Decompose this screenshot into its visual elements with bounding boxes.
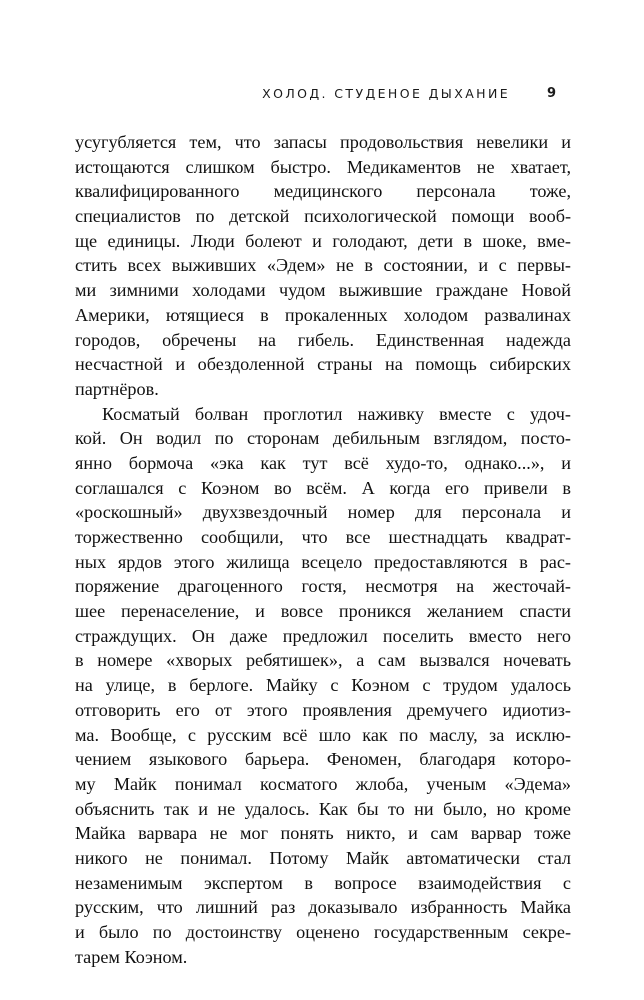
running-header: [0, 86, 644, 108]
text-line: янно бормоча «эка как тут всё худо-то, однако...», и: [75, 452, 571, 473]
text-line: городов, обречены на гибель. Единственная надежда: [75, 329, 571, 350]
page-number: 9: [546, 86, 556, 101]
text-line: Майка варвара не мог понять никто, и сам варвар тоже: [75, 823, 571, 844]
text-line: торжественно сообщили, что все шестнадцать квадрат-: [75, 527, 571, 547]
text-line: русским, что лишний раз доказывало избранность Майка: [75, 897, 571, 918]
text-line: чением языкового барьера. Феномен, благодаря которо-: [75, 749, 571, 770]
text-line: несчастной и обездоленной страны на помощь сибирских: [75, 354, 571, 375]
text-line: никого не понимал. Потому Майк автоматически стал: [75, 847, 571, 868]
text-line: ми зимними холодами чудом выжившие граждане Новой: [75, 280, 571, 301]
text-line: соглашался с Коэном во всём. А когда его привели в: [75, 477, 571, 498]
paragraph-1: [75, 130, 571, 402]
text-line: истощаются слишком быстро. Медикаментов не хватает,: [75, 156, 571, 177]
text-line: незаменимым экспертом в вопросе взаимодействия с: [75, 872, 571, 893]
paragraph-2: [75, 402, 571, 970]
text-line: Косматый болван проглотил наживку вместе с удоч-: [102, 403, 571, 424]
text-line: отговорить его от этого проявления дремучего идиотиз-: [75, 699, 571, 720]
text-line: партнёров.: [75, 378, 159, 399]
text-line: Америки, ютящиеся в прокаленных холодом развалинах: [75, 304, 571, 325]
running-title: ХОЛОД. СТУДЕНОЕ ДЫХАНИЕ: [262, 86, 510, 101]
text-line: на улице, в берлоге. Майку с Коэном с трудом удалось: [75, 675, 571, 696]
text-line: квалифицированного медицинского персонала тоже,: [75, 181, 571, 202]
text-line: в номере «хворых ребятишек», а сам вызвался ночевать: [75, 650, 571, 671]
text-line: и было по достоинству оценено государственным секре-: [75, 922, 571, 942]
body-text: [75, 130, 571, 969]
text-line: ных ярдов этого жилища всецело предоставляются в рас-: [75, 551, 571, 572]
text-line: стить всех выживших «Эдем» не в состоянии, и с первы-: [75, 255, 571, 276]
text-line: ще единицы. Люди болеют и голодают, дети в шоке, вме-: [75, 230, 571, 251]
text-line: специалистов по детской психологической помощи вооб-: [75, 206, 571, 227]
text-line: «роскошный» двухзвездочный номер для персонала и: [75, 502, 571, 523]
text-line: шее перенаселение, и вовсе проникся желанием спасти: [75, 601, 571, 622]
text-line: объяснить так и не удалось. Как бы то ни было, но кроме: [75, 798, 571, 819]
text-line: страждущих. Он даже предложил поселить вместо него: [75, 625, 571, 646]
text-line: кой. Он водил по сторонам дебильным взглядом, посто-: [75, 428, 571, 449]
text-line: усугубляется тем, что запасы продовольствия невелики и: [75, 132, 571, 152]
text-line: поряжение драгоценного гостя, несмотря на жесточай-: [75, 576, 571, 597]
text-line: ма. Вообще, с русским всё шло как по маслу, за исклю-: [75, 724, 571, 745]
text-line: тарем Коэном.: [75, 946, 188, 967]
text-line: му Майк понимал косматого жлоба, ученым «Эдема»: [75, 773, 571, 794]
